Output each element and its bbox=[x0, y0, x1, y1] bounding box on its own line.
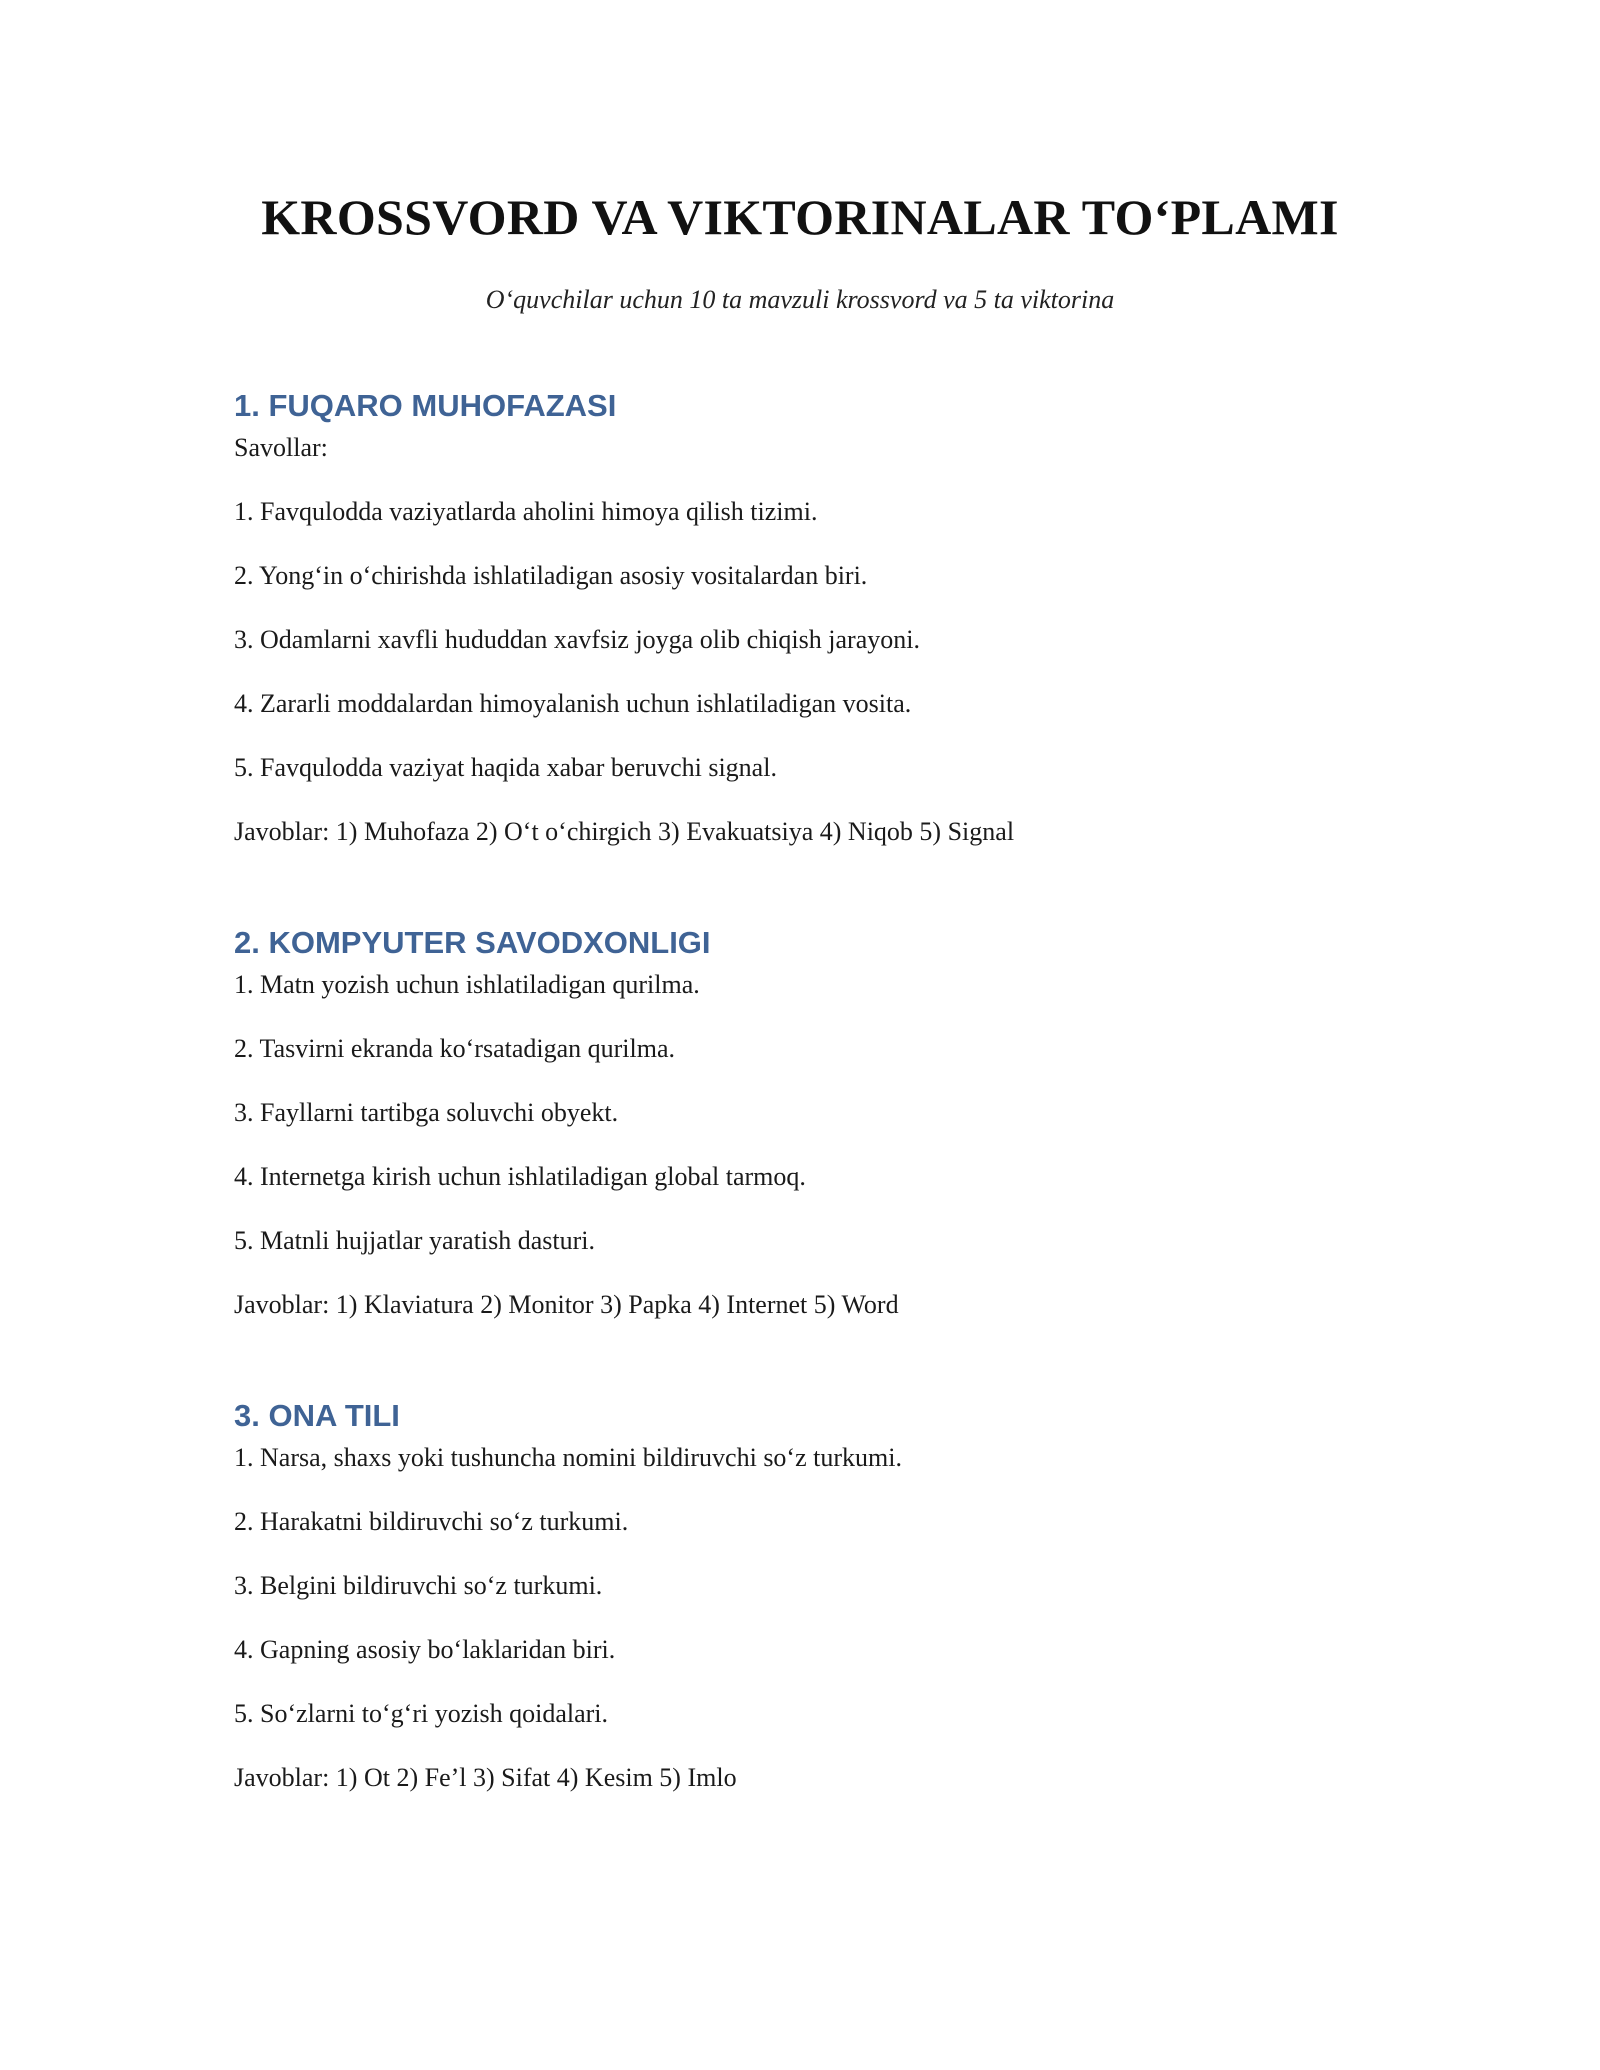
answers-line: Javoblar: 1) Klaviatura 2) Monitor 3) Papka 4) Internet 5) Word bbox=[234, 1290, 899, 1319]
question-item: 4. Zararli moddalardan himoyalanish uchun ishlatiladigan vosita. bbox=[234, 689, 912, 718]
question-item: 5. Favqulodda vaziyat haqida xabar beruvchi signal. bbox=[234, 753, 777, 782]
section-kompyuter-savodxonligi bbox=[234, 922, 1434, 1322]
section-heading: 2. KOMPYUTER SAVODXONLIGI bbox=[234, 925, 711, 960]
question-item: 5. Matnli hujjatlar yaratish dasturi. bbox=[234, 1226, 596, 1255]
question-item: 5. So‘zlarni to‘g‘ri yozish qoidalari. bbox=[234, 1699, 609, 1728]
question-item: 3. Belgini bildiruvchi so‘z turkumi. bbox=[234, 1571, 603, 1600]
question-item: 1. Matn yozish uchun ishlatiladigan qurilma. bbox=[234, 970, 700, 999]
question-item: 3. Fayllarni tartibga soluvchi obyekt. bbox=[234, 1098, 619, 1127]
question-item: 1. Narsa, shaxs yoki tushuncha nomini bildiruvchi so‘z turkumi. bbox=[234, 1443, 902, 1472]
question-item: 1. Favqulodda vaziyatlarda aholini himoya qilish tizimi. bbox=[234, 497, 818, 526]
question-item: 3. Odamlarni xavfli hududdan xavfsiz joyga olib chiqish jarayoni. bbox=[234, 625, 920, 654]
question-item: 2. Yong‘in o‘chirishda ishlatiladigan asosiy vositalardan biri. bbox=[234, 561, 868, 590]
answers-line: Javoblar: 1) Muhofaza 2) O‘t o‘chirgich 3) Evakuatsiya 4) Niqob 5) Signal bbox=[234, 817, 1015, 846]
question-item: 2. Harakatni bildiruvchi so‘z turkumi. bbox=[234, 1507, 629, 1536]
section-heading: 3. ONA TILI bbox=[234, 1398, 400, 1433]
question-item: 2. Tasvirni ekranda ko‘rsatadigan qurilma. bbox=[234, 1034, 676, 1063]
answers-line: Javoblar: 1) Ot 2) Fe’l 3) Sifat 4) Kesim 5) Imlo bbox=[234, 1763, 737, 1792]
questions-intro: Savollar: bbox=[234, 433, 328, 462]
question-item: 4. Internetga kirish uchun ishlatiladigan global tarmoq. bbox=[234, 1162, 806, 1191]
section-heading: 1. FUQARO MUHOFAZASI bbox=[234, 388, 617, 423]
section-fuqaro-muhofazasi bbox=[234, 385, 1434, 849]
question-item: 4. Gapning asosiy bo‘laklaridan biri. bbox=[234, 1635, 616, 1664]
document-subtitle: O‘quvchilar uchun 10 ta mavzuli krossvord va 5 ta viktorina bbox=[485, 285, 1115, 314]
document-title: KROSSVORD VA VIKTORINALAR TO‘PLAMI bbox=[261, 189, 1339, 245]
section-ona-tili bbox=[234, 1395, 1434, 1795]
